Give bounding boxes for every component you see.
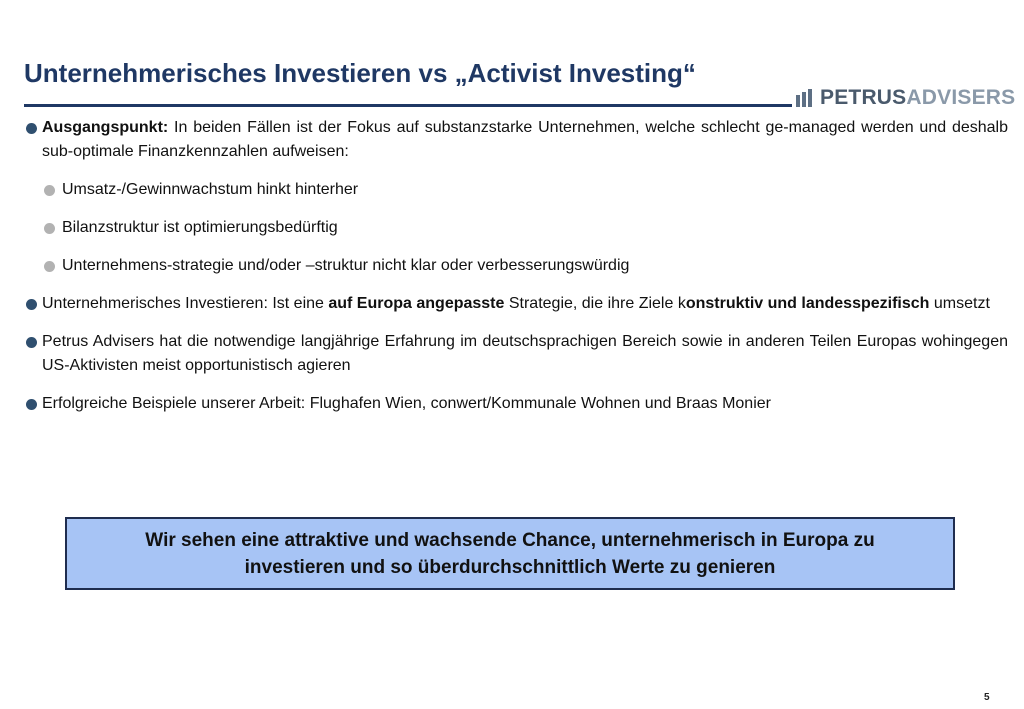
callout-text: Wir sehen eine attraktive und wachsende Chance, unternehmerisch in Europa zu investieren und so überdurchschnittlich Werte zu genieren xyxy=(145,529,875,578)
bullet-dot-icon xyxy=(26,123,37,134)
bullet-emphasis-1: auf Europa angepasste xyxy=(328,295,505,312)
logo-text-part1: PETRUS xyxy=(820,86,907,109)
slide-title: Unternehmerisches Investieren vs „Activist Investing“ xyxy=(24,58,696,88)
sub-bullet-dot-icon xyxy=(44,185,55,196)
page-number: 5 xyxy=(984,692,990,703)
bullet-text: In beiden Fällen ist der Fokus auf substanzstarke Unternehmen, welche schlecht ge-managed werden und deshalb sub-optimale Finanzkennzahlen aufweisen: xyxy=(42,119,1008,160)
bullet-lead: Ausgangspunkt: xyxy=(42,119,169,136)
title-underline xyxy=(24,104,792,107)
bullet-text: Erfolgreiche Beispiele unserer Arbeit: Flughafen Wien, conwert/Kommunale Wohnen und Braas Monier xyxy=(42,395,771,412)
bullet-emphasis-2: onstruktiv und landesspezifisch xyxy=(685,295,930,312)
bullet-text: Unternehmens-strategie und/oder –struktur nicht klar oder verbesserungswürdig xyxy=(62,257,630,274)
logo-text-part2: ADVISERS xyxy=(906,86,1016,109)
petrus-advisers-logo xyxy=(796,85,1015,111)
bullet-unternehmerisches-investieren xyxy=(24,292,1008,316)
logo-text xyxy=(820,86,1015,110)
callout-box xyxy=(65,517,955,590)
bullet-dot-icon xyxy=(26,299,37,310)
bullet-text: Petrus Advisers hat die notwendige langjährige Erfahrung im deutschsprachigen Bereich sowie in anderen Teilen Europas wohingegen US-Aktivisten meist opportunistisch agieren xyxy=(42,333,1008,374)
bullet-text-part1: Unternehmerisches Investieren: Ist eine xyxy=(42,295,329,312)
bullet-beispiele xyxy=(24,392,1008,416)
sub-bullet-bilanz xyxy=(24,216,1008,240)
bullet-ausgangspunkt xyxy=(24,116,1008,164)
logo-bars-icon xyxy=(796,89,814,107)
bullet-text-part2: Strategie, die ihre Ziele k xyxy=(504,295,686,312)
bullet-list xyxy=(24,116,1008,416)
bullet-dot-icon xyxy=(26,337,37,348)
sub-bullet-strategie xyxy=(24,254,1008,278)
sub-bullet-dot-icon xyxy=(44,261,55,272)
bullet-text: Umsatz-/Gewinnwachstum hinkt hinterher xyxy=(62,181,359,198)
sub-bullet-dot-icon xyxy=(44,223,55,234)
bullet-text: Bilanzstruktur ist optimierungsbedürftig xyxy=(62,219,338,236)
bullet-text-part3: umsetzt xyxy=(929,295,990,312)
bullet-dot-icon xyxy=(26,399,37,410)
bullet-petrus-erfahrung xyxy=(24,330,1008,378)
sub-bullet-umsatz xyxy=(24,178,1008,202)
